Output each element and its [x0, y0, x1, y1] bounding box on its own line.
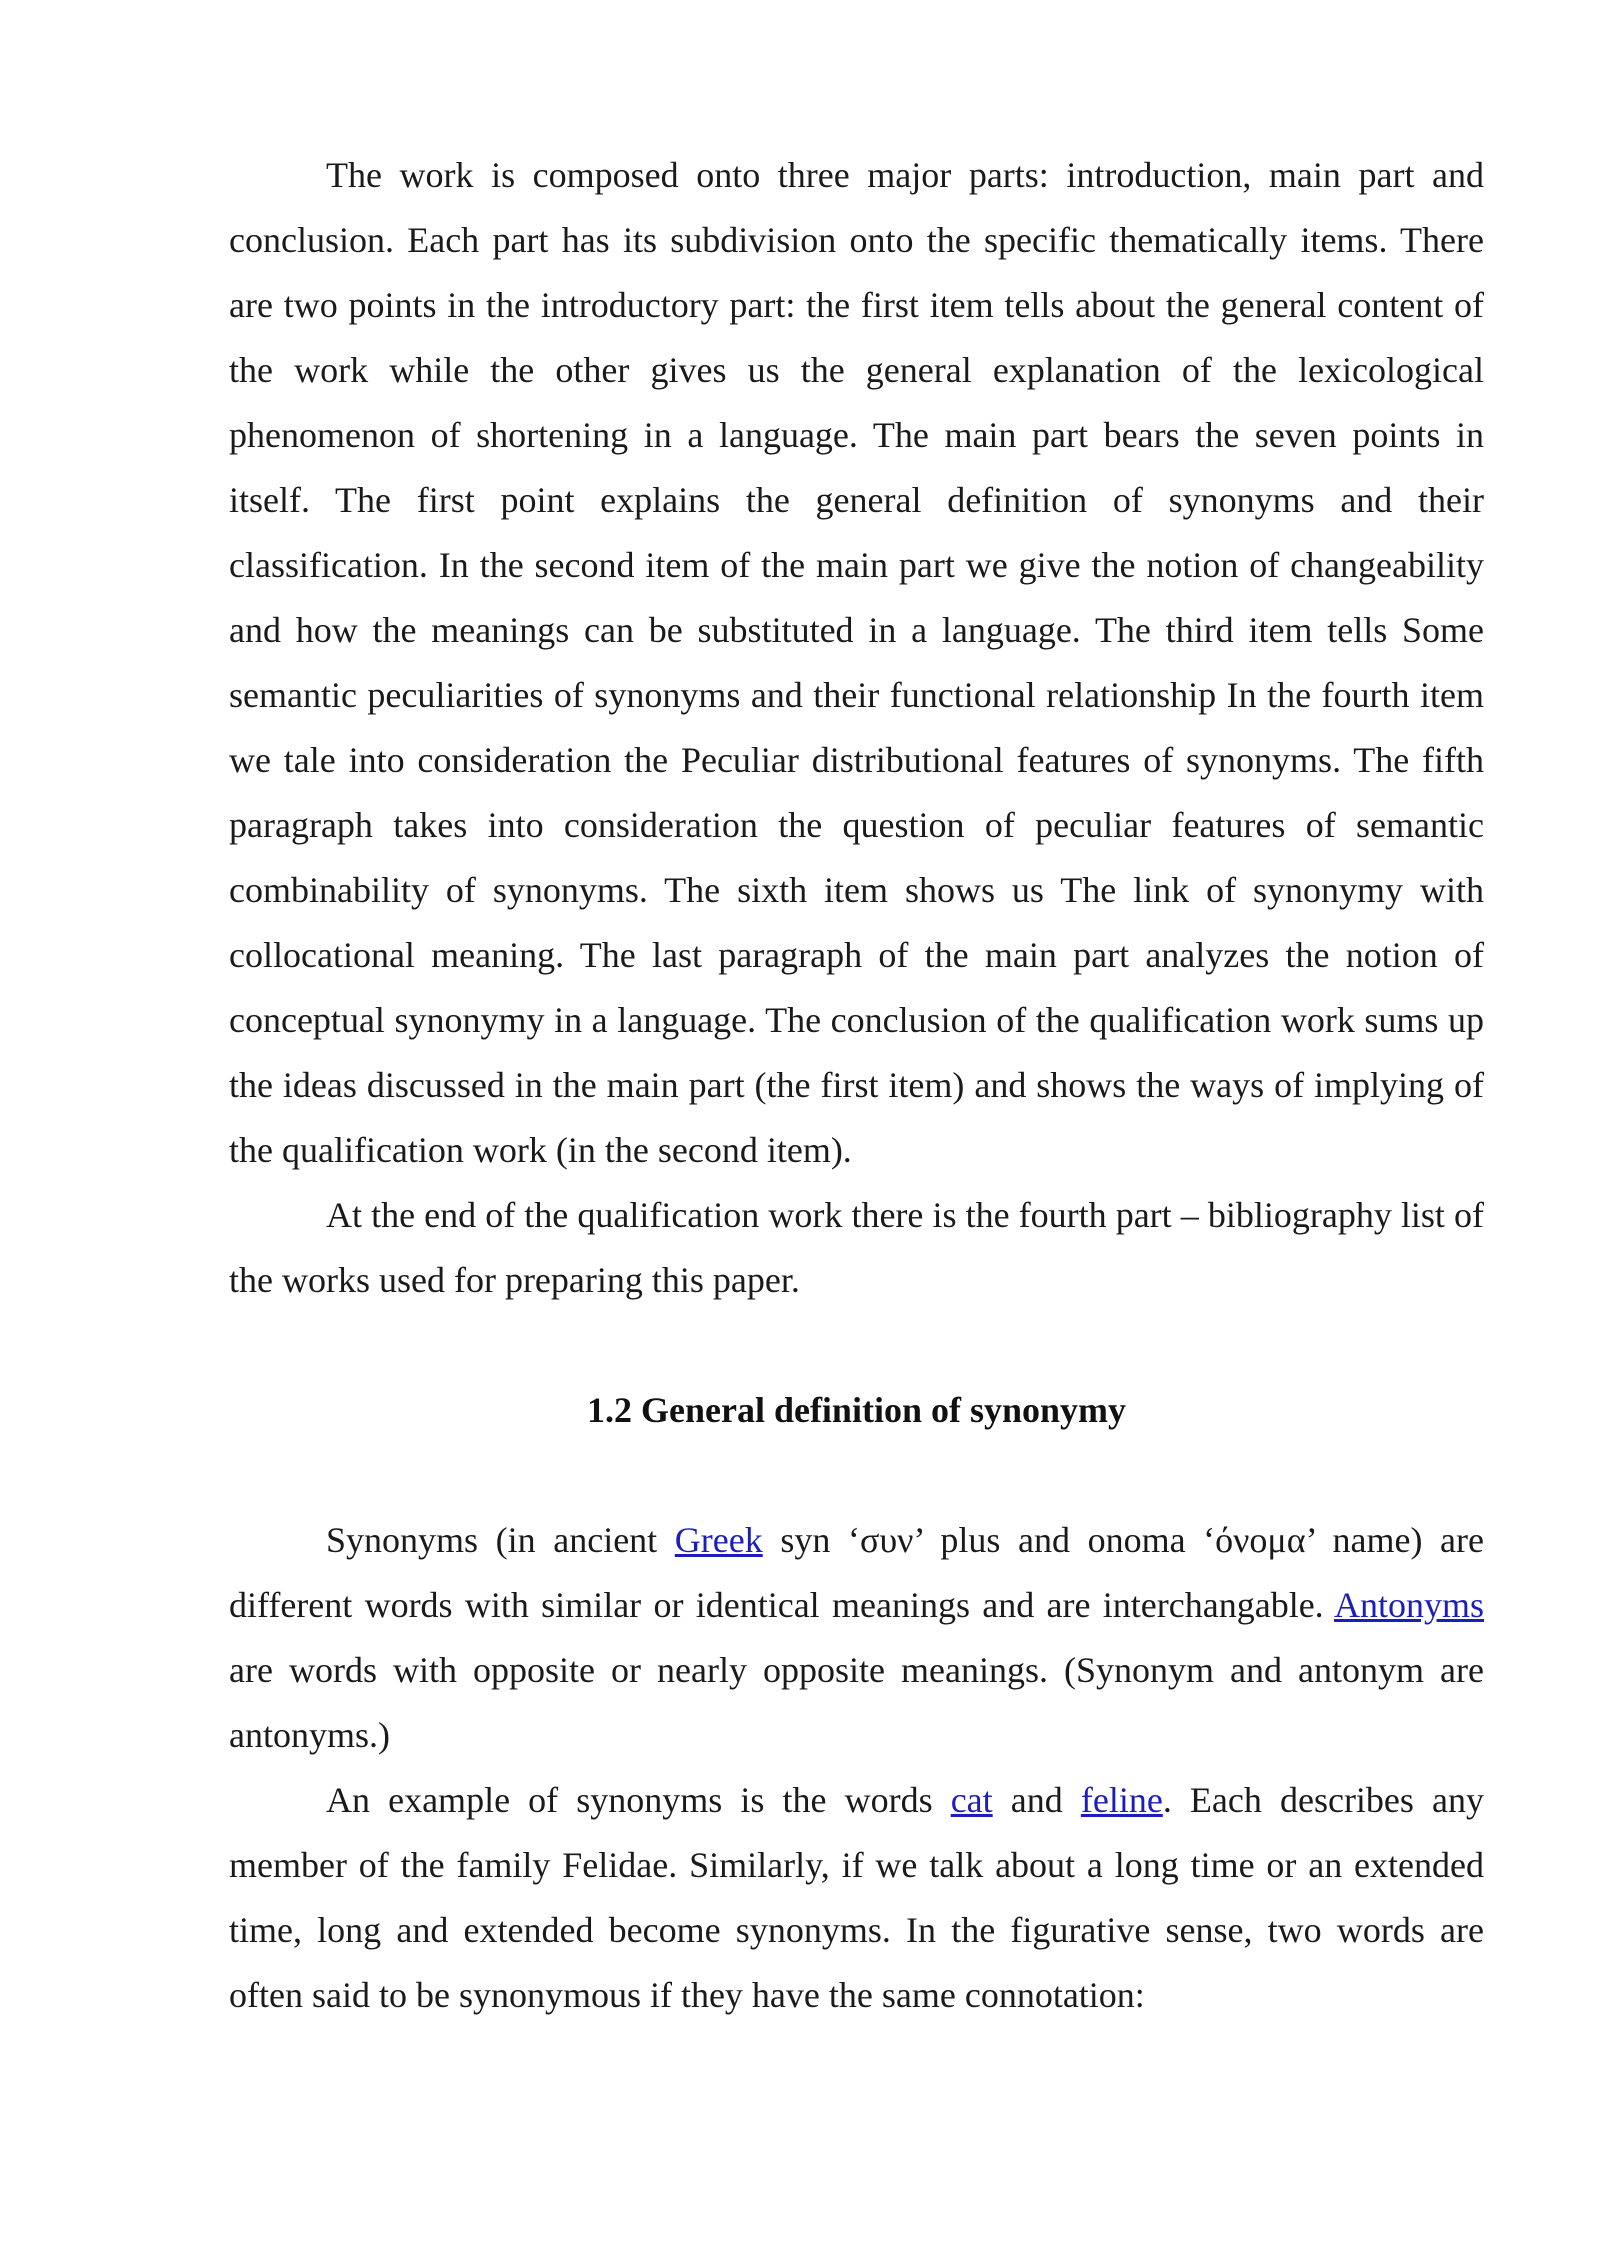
- document-page: [229, 143, 1484, 2028]
- synonyms-text-3: are words with opposite or nearly opposite meanings. (Synonym and antonym are antonyms.): [229, 1650, 1484, 1755]
- example-text-2: and: [992, 1780, 1081, 1820]
- synonyms-text-1: Synonyms (in ancient: [326, 1520, 675, 1560]
- antonyms-link[interactable]: Antonyms: [1333, 1585, 1484, 1625]
- bibliography-paragraph: At the end of the qualification work there is the fourth part – bibliography list of the works used for preparing this paper.: [229, 1195, 1484, 1300]
- feline-link[interactable]: feline: [1080, 1780, 1163, 1820]
- cat-link[interactable]: cat: [950, 1780, 993, 1820]
- example-text-1: An example of synonyms is the words: [326, 1780, 951, 1820]
- synonyms-text-2: syn ‘συν’ plus and onoma ‘όνομα’ name) are different words with similar or identical meanings and are interchangable.: [229, 1520, 1484, 1625]
- synonyms-definition-paragraph: [229, 1508, 1484, 1768]
- greek-link[interactable]: Greek: [674, 1520, 763, 1560]
- example-paragraph: [229, 1768, 1484, 2028]
- example-text-3: . Each describes any member of the family Felidae. Similarly, if we talk about a long time or an extended time, long and extended become synonyms. In the figurative sense, two words are often said to be synonymous if they have the same connotation:: [229, 1780, 1485, 2015]
- section-heading: 1.2 General definition of synonymy: [586, 1390, 1126, 1430]
- intro-paragraph: The work is composed onto three major parts: introduction, main part and conclusion. Each part has its subdivision onto the specific thematically items. There are two points in the introductory part: the first item tells about the general content of the work while the other gives us the general explanation of the lexicological phenomenon of shortening in a language. The main part bears the seven points in itself. The first point explains the general definition of synonyms and their classification. In the second item of the main part we give the notion of changeability and how the meanings can be substituted in a language. The third item tells Some semantic peculiarities of synonyms and their functional relationship In the fourth item we tale into consideration the Peculiar distributional features of synonyms. The fifth paragraph takes into consideration the question of peculiar features of semantic combinability of synonyms. The sixth item shows us The link of synonymy with collocational meaning. The last paragraph of the main part analyzes the notion of conceptual synonymy in a language. The conclusion of the qualification work sums up the ideas discussed in the main part (the first item) and shows the ways of implying of the qualification work (in the second item).: [229, 155, 1484, 1170]
